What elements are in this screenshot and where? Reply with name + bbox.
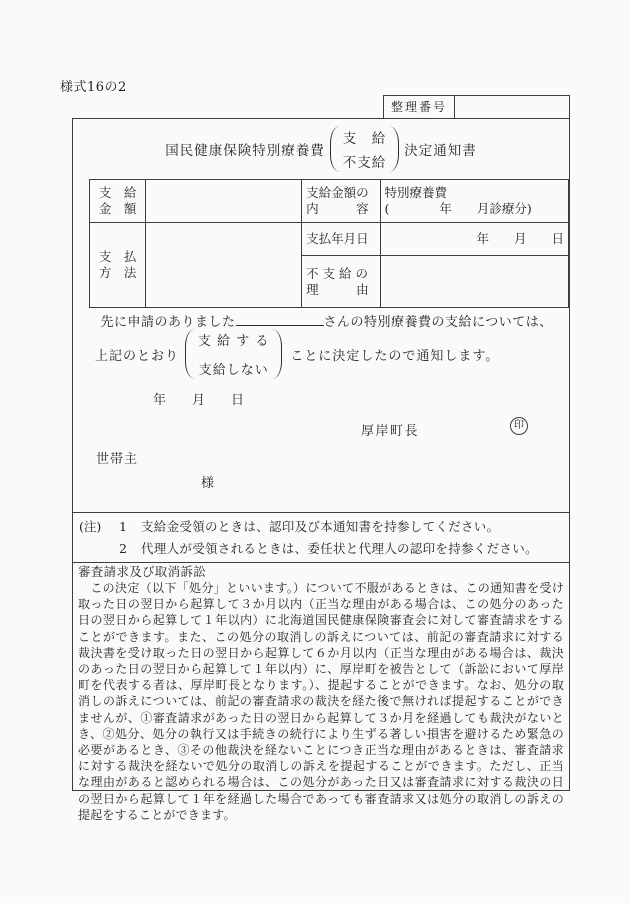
payment-date-value-cell: 年 月 日 <box>380 223 568 256</box>
payment-amount-label-cell <box>90 180 146 223</box>
title-option-nopay: 不支給 <box>342 155 387 171</box>
payment-method-label-cell <box>90 223 146 308</box>
form-code: 様式16の2 <box>60 80 127 95</box>
amount-detail-label-cell <box>302 180 380 223</box>
appeal-section <box>72 562 570 822</box>
table-row <box>90 223 569 256</box>
label-line: 金 額 <box>98 201 137 216</box>
title-option-pay: 支 給 <box>342 131 387 147</box>
denial-reason-value-cell <box>380 256 568 308</box>
notice-sentence-1 <box>87 311 553 330</box>
decision-option-pay: 支 給 す る <box>198 334 270 349</box>
reference-number-value <box>455 96 569 118</box>
left-paren-icon <box>330 126 340 172</box>
table-row <box>90 180 569 223</box>
payment-method-value-cell <box>146 223 302 308</box>
label-line: 支給金額の <box>306 185 369 200</box>
addressee-honorific: 様 <box>201 476 215 491</box>
note-label <box>79 538 119 560</box>
seal-icon: 印 <box>510 417 528 435</box>
sentence-1-pre: 先に申請のありました <box>87 315 236 330</box>
mayor-name: 厚岸町長 <box>361 424 420 439</box>
reference-number-label: 整理番号 <box>384 96 455 118</box>
decision-option-nopay: 支給しない <box>198 363 269 378</box>
note-number: 1 <box>119 519 127 534</box>
payment-date-label-cell: 支払年月日 <box>302 223 380 256</box>
amount-detail-value-cell <box>380 180 568 223</box>
sentence-2-post: ことに決定したので通知します。 <box>290 348 500 364</box>
appeal-body-text: この決定（以下「処分」といいます。）について不服があるときは、この通知書を受け取った日の翌日から起算して３か月以内（正当な理由がある場合は、この処分のあった日の翌日から起算して１年以内）に北海道国民健康保険審査会に対して審査請求をすることができます。また、この処分の取消しの訴えについては、前記の審査請求に対する裁決書を受け取った日の翌日から起算して６か月以内（正当な理由がある場合は、裁決のあった日の翌日から起算して１年以内）に、厚岸町を被告として（訴訟において厚岸町を代表する者は、厚岸町長となります。）、提起することができます。なお、処分の取消しの訴えについては、前記の審査請求の裁決を経た後で無ければ提起することができませんが、①審査請求があった日の翌日から起算して３か月を経過しても裁決がないとき、②処分、処分の執行又は手続きの続行により生ずる著しい損害を避けるため緊急の必要があるとき、③その他裁決を経ないことにつき正当な理由があるときは、審査請求に対する裁決を経ないで処分の取消しの訴えを提起することができます。ただし、正当な理由があると認められる場合は、この処分があった日又は審査請求に対する裁決の日の翌日から起算して１年を経過した場合であっても審査請求又は処分の取消しの訴えの提起をすることができます。 <box>78 581 564 822</box>
appeal-heading: 審査請求及び取消訴訟 <box>78 564 207 579</box>
issue-date-line: 年 月 日 <box>153 393 245 408</box>
notice-title <box>73 123 569 175</box>
decision-table <box>89 179 569 308</box>
sentence-1-post: さんの特別療養費の支給については、 <box>323 315 553 330</box>
value-line: ( 年 月診療分) <box>384 201 532 216</box>
denial-reason-label-cell <box>302 256 380 308</box>
sentence-2-pre: 上記のとおり <box>95 348 180 364</box>
label-line: 支 給 <box>98 185 137 200</box>
notice-sentence-2 <box>95 329 499 379</box>
title-bracket <box>330 126 400 172</box>
householder-label: 世帯主 <box>96 452 139 467</box>
label-line: 方 法 <box>98 265 137 280</box>
value-line: 特別療養費 <box>384 185 448 200</box>
notice-title-suffix: 決定通知書 <box>404 143 477 159</box>
reference-number-table <box>383 95 570 119</box>
notice-title-main: 国民健康保険特別療養費 <box>165 143 325 159</box>
notes-section <box>72 512 570 563</box>
note-text: 代理人が受領されるときは、委任状と代理人の認印を持参ください。 <box>141 541 538 556</box>
note-number: 2 <box>119 541 127 556</box>
right-paren-icon <box>389 126 399 172</box>
decision-bracket <box>185 329 282 379</box>
label-line: 支 払 <box>98 249 137 264</box>
note-label: (注) <box>79 519 102 534</box>
label-line: 不 支 給 の <box>306 265 369 281</box>
applicant-name-blank <box>236 312 324 326</box>
notice-main-box <box>72 118 570 513</box>
label-line: 内 容 <box>306 201 369 216</box>
right-paren-icon <box>272 329 282 379</box>
left-paren-icon <box>185 329 195 379</box>
payment-amount-value-cell <box>146 180 302 223</box>
note-item <box>79 538 569 560</box>
note-text: 支給金受領のときは、認印及び本通知書を持参してください。 <box>141 519 500 534</box>
label-line: 理 由 <box>306 281 369 297</box>
note-item <box>79 516 569 538</box>
